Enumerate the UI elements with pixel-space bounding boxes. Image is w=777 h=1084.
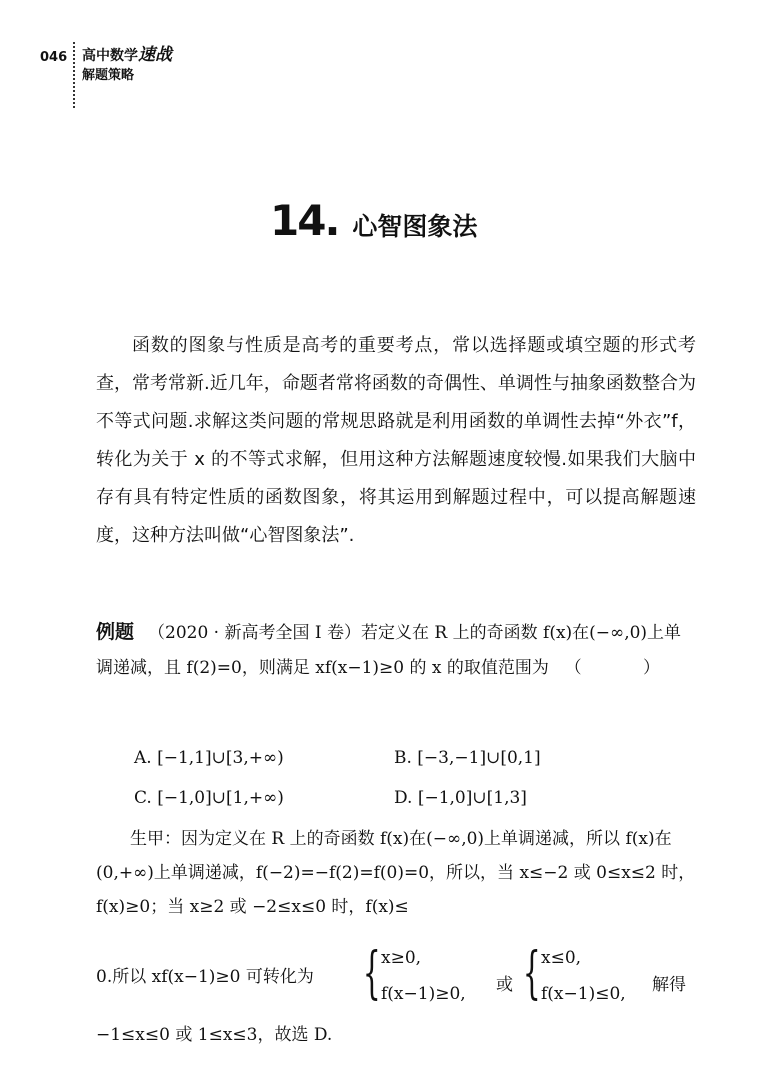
chapter-title xyxy=(270,196,477,245)
example-text: （2020 · 新高考全国 Ⅰ 卷）若定义在 R 上的奇函数 f(x)在(−∞,0)上单调递减，且 f(2)=0，则满足 xf(x−1)≥0 的 x 的取值范围为 xyxy=(96,623,682,678)
option-d: D. [−1,0]∪[1,3] xyxy=(394,788,527,808)
solve-word: 解得 xyxy=(652,975,686,995)
intro-paragraph: 函数的图象与性质是高考的重要考点，常以选择题或填空题的形式考查，常考常新.近几年，命题者常将函数的奇偶性、单调性与抽象函数整合为不等式问题.求解这类问题的常规思路就是利用函数的单调性去掉“外衣”f，转化为关于 x 的不等式求解，但用这种方法解题速度较慢.如果我们大脑中存有具有特定性质的函数图象，将其运用到解题过程中，可以提高解题速度，这种方法叫做“心智图象法”. xyxy=(96,335,696,546)
answer-bracket: （ ） xyxy=(564,658,688,678)
inequality-systems xyxy=(96,941,696,1020)
page-number: 046 xyxy=(40,50,68,65)
solution-conclusion: −1≤x≤0 或 1≤x≤3，故选 D. xyxy=(96,1025,333,1045)
option-a: A. [−1,1]∪[3,+∞) xyxy=(134,748,284,768)
or-word: 或 xyxy=(496,975,513,995)
series-subtitle: 解题策略 xyxy=(82,68,135,83)
series-title xyxy=(82,40,172,65)
system2-top: x≤0, xyxy=(541,948,582,968)
options-row-2 xyxy=(134,778,654,818)
option-b: B. [−3,−1]∪[0,1] xyxy=(394,748,541,768)
example-question xyxy=(96,615,696,686)
solution-paragraph: 生甲：因为定义在 R 上的奇函数 f(x)在(−∞,0)上单调递减，所以 f(x)在(0,+∞)上单调递减，f(−2)=−f(2)=f(0)=0，所以，当 x≤−2 或 0≤x≤2 时，f(x)≥0；当 x≥2 或 −2≤x≤0 时，f(x)≤ xyxy=(96,829,696,917)
left-brace-2: { xyxy=(522,941,541,1006)
options xyxy=(134,738,654,818)
left-brace-1: { xyxy=(362,941,381,1006)
options-row-1 xyxy=(134,738,654,778)
system1-top: x≥0, xyxy=(381,948,422,968)
example-label: 例题 xyxy=(96,621,135,643)
chapter-name: 心智图象法 xyxy=(352,212,478,241)
series-title-accent: 速战 xyxy=(138,45,172,65)
solution xyxy=(96,822,696,924)
option-c: C. [−1,0]∪[1,+∞) xyxy=(134,788,284,808)
header-divider xyxy=(73,42,75,108)
chapter-number: 14. xyxy=(270,196,339,245)
system1-bottom: f(x−1)≥0, xyxy=(381,984,466,1004)
series-title-text: 高中数学 xyxy=(82,48,138,64)
system-prefix: 0.所以 xf(x−1)≥0 可转化为 xyxy=(96,967,314,987)
system2-bottom: f(x−1)≤0, xyxy=(541,984,626,1004)
